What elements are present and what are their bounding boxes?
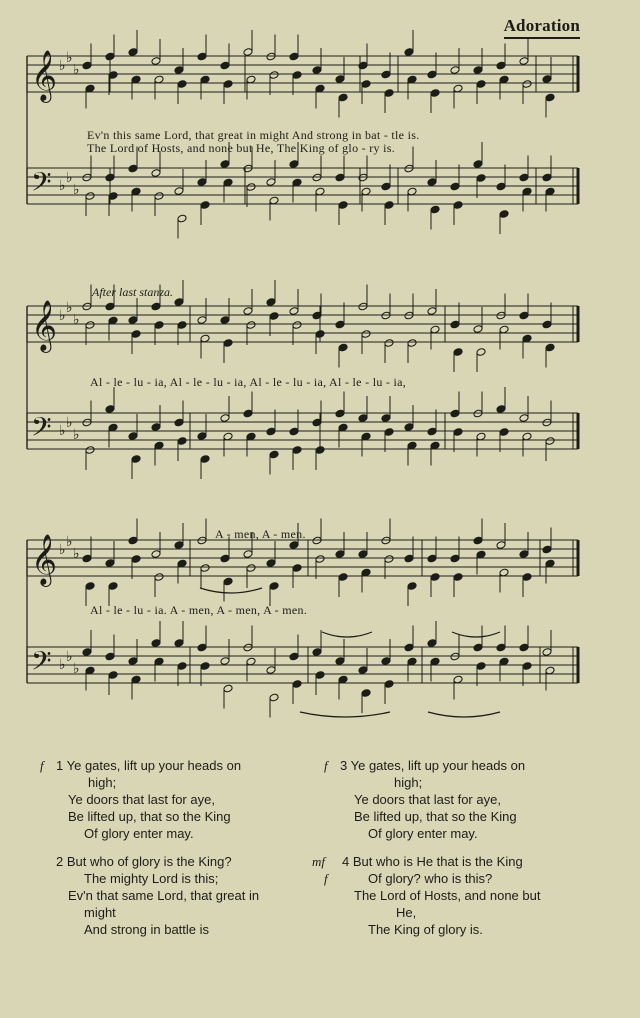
verse-4-line3: The Lord of Hosts, and none but [354, 888, 541, 903]
slur [322, 632, 372, 637]
verse-1-number: 1 [56, 758, 64, 773]
verse-4-dynamic: mf [312, 854, 325, 869]
verse-3-line2: high; [394, 775, 423, 790]
slur [200, 588, 262, 593]
flat-sign: ♭ [66, 649, 73, 665]
slur [300, 712, 390, 717]
verse-2-line3: Ev'n that same Lord, that great in [68, 888, 260, 903]
verse-3-line4: Be lifted up, that so the King [354, 809, 517, 824]
flat-sign: ♭ [59, 542, 66, 558]
flat-sign: ♭ [66, 415, 73, 431]
flat-sign: ♭ [59, 308, 66, 324]
system1-lyrics-line1: Ev'n this same Lord, that great in might And strong in bat - tle is. [87, 128, 420, 142]
verse-1-line5: Of glory enter may. [84, 826, 194, 841]
flat-sign: ♭ [73, 182, 80, 198]
treble-clef: 𝄞 [31, 534, 58, 585]
verse-3-line1: Ye gates, lift up your heads on [350, 758, 526, 773]
treble-clef: 𝄞 [31, 300, 58, 351]
verse-2-number: 2 [56, 854, 64, 869]
flat-sign: ♭ [66, 50, 73, 66]
system1-lyrics-line2: The Lord of Hosts, and none but He, The King of glo - ry is. [87, 141, 396, 155]
verse-4-line4: He, [396, 905, 417, 920]
verse-4-line1: But who is He that is the King [352, 854, 523, 869]
verse-1-dynamic: f [40, 758, 44, 773]
verse-2-line4: might [84, 905, 116, 920]
verse-3-number: 3 [340, 758, 348, 773]
flat-sign: ♭ [66, 534, 73, 550]
system2-lyrics: Al - le - lu - ia, Al - le - lu - ia, Al - le - lu - ia, Al - le - lu - ia, [90, 375, 407, 389]
verse-1-line2: high; [88, 775, 117, 790]
flat-sign: ♭ [59, 58, 66, 74]
system3-amen-upper: A - men, A - men. [215, 527, 306, 541]
flat-sign: ♭ [73, 661, 80, 677]
verse-4 [312, 853, 612, 938]
verse-2-line1: But who of glory is the King? [66, 854, 232, 869]
after-last-stanza-direction: After last stanza. [92, 285, 174, 299]
flat-sign: ♭ [73, 312, 80, 328]
verse-1-line3: Ye doors that last for aye, [68, 792, 215, 807]
bass-clef: 𝄢 [31, 645, 52, 683]
verse-2-line2: The mighty Lord is this; [84, 871, 219, 886]
slur [428, 712, 500, 717]
verse-4-line5: The King of glory is. [368, 922, 483, 937]
flat-sign: ♭ [66, 170, 73, 186]
verse-3-dynamic: f [324, 758, 328, 773]
verse-1-line1: Ye gates, lift up your heads on [66, 758, 242, 773]
flat-sign: ♭ [73, 62, 80, 78]
verse-3-line5: Of glory enter may. [368, 826, 478, 841]
treble-clef: 𝄞 [31, 50, 58, 101]
verse-4-line2: Of glory? who is this? [368, 871, 493, 886]
flat-sign: ♭ [59, 178, 66, 194]
bass-clef: 𝄢 [31, 411, 52, 449]
verse-2 [56, 853, 326, 938]
verse-2-line5: And strong in battle is [84, 922, 210, 937]
flat-sign: ♭ [59, 423, 66, 439]
flat-sign: ♭ [73, 546, 80, 562]
verse-1 [40, 757, 310, 842]
verse-4-number: 4 [342, 854, 350, 869]
bass-clef: 𝄢 [31, 166, 52, 204]
section-header: Adoration [504, 16, 580, 39]
verse-4-dynamic2: f [324, 871, 328, 886]
flat-sign: ♭ [66, 300, 73, 316]
verse-3 [324, 757, 614, 842]
verse-1-line4: Be lifted up, that so the King [68, 809, 231, 824]
verse-3-line3: Ye doors that last for aye, [354, 792, 501, 807]
system3-lyrics: Al - le - lu - ia. A - men, A - men, A - men. [90, 603, 308, 617]
flat-sign: ♭ [73, 427, 80, 443]
flat-sign: ♭ [59, 657, 66, 673]
